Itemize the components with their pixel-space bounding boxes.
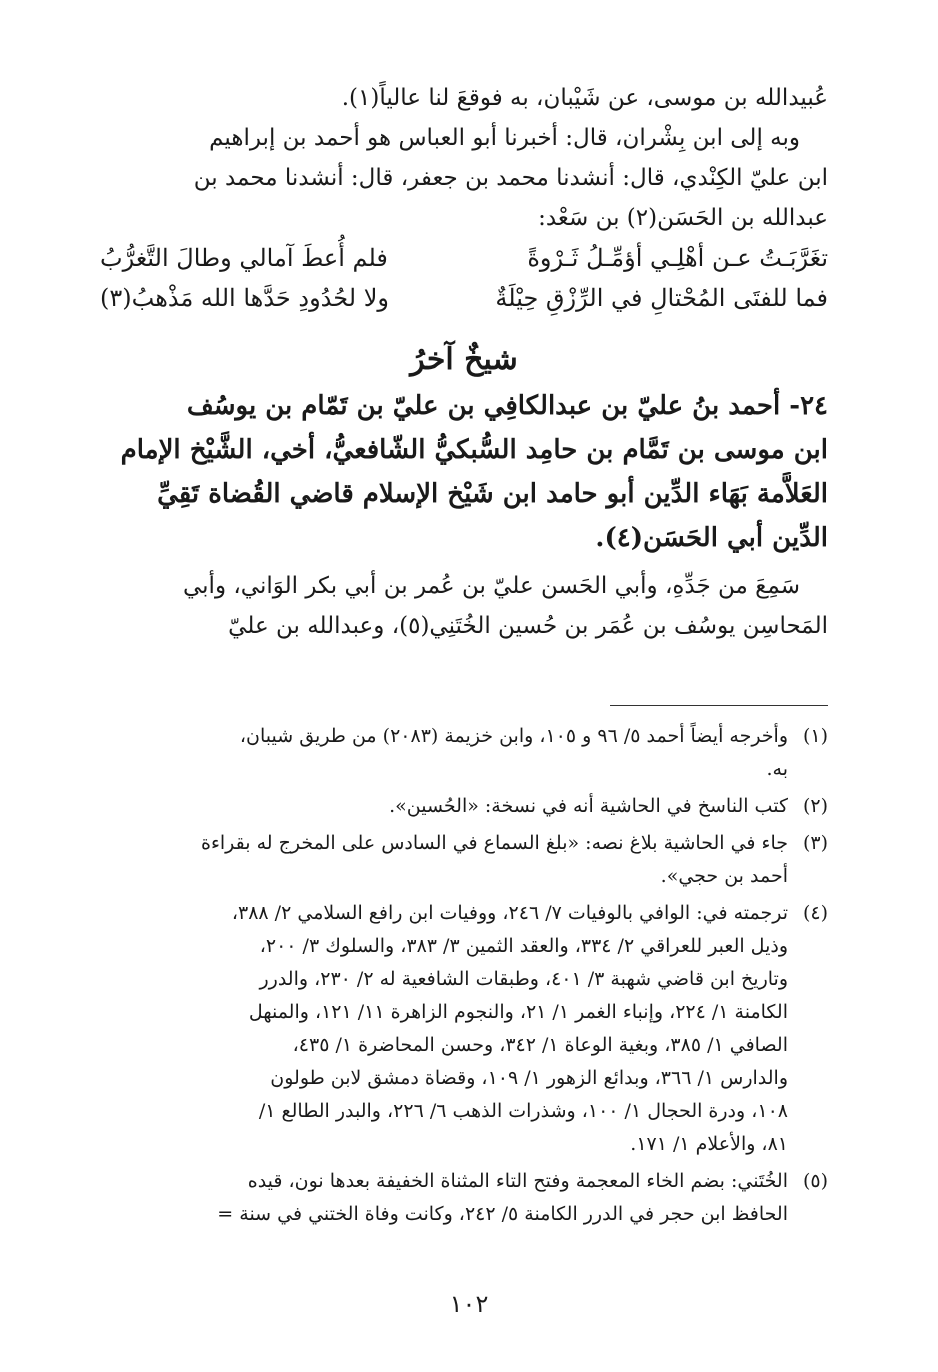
footnote [100,790,828,823]
footnote-line: جاء في الحاشية بلاغ نصه: «بلغ السماع في السادس على المخرج له بقراءة [200,832,788,854]
biography-entry [100,384,828,560]
footnote-line: الكامنة ١/ ٢٢٤، وإنباء الغمر ١/ ٢١، والنجوم الزاهرة ١١/ ١٢١، والمنهل [248,1001,788,1023]
section-heading: شيخٌ آخرُ [410,342,518,377]
bio-line: العَلاَّمة بَهَاء الدِّين أبو حامد ابن شَيْخ الإسلام قاضي القُضاة تَقِيِّ [157,479,828,509]
footnote-line: ترجمته في: الوافي بالوفيات ٧/ ٢٤٦، ووفيات ابن رافع السلامي ٢/ ٣٨٨، [231,902,788,924]
footnote-line: وأخرجه أيضاً أحمد ٥/ ٩٦ و ١٠٥، وابن خزيمة (٢٠٨٣) من طريق شيبان، [239,725,788,747]
footnote-body [100,790,788,823]
bio-line: ابن موسى بن تَمَّام بن حامِد السُّبكيُّ الشّافعيُّ، أخي، الشَّيْخ الإمام [120,435,828,465]
paragraph-3 [100,566,828,646]
main-text [100,78,828,646]
footnote-line: وتاريخ ابن قاضي شهبة ٣/ ٤٠١، وطبقات الشافعية له ٢/ ٢٣٠، والدرر [259,968,788,990]
poem [100,238,828,318]
verse-first-hemistich: تغَرَّبَـتُ عـن أهْلِـي أؤمِّـلُ ثَـرْوةً [527,244,828,272]
footnote-body [100,827,788,893]
footnote-body [100,897,788,1161]
text-line: عُبيدالله بن موسى، عن شَيْبان، به فوقعَ لنا عالياً(١). [341,85,828,111]
footnote-number: (١) [802,725,828,747]
footnote [100,897,828,1161]
footnote-line: الصافي ١/ ٣٨٥، وبغية الوعاة ١/ ٣٤٢، وحسن المحاضرة ١/ ٤٣٥، [292,1034,788,1056]
footnote-line: كتب الناسخ في الحاشية أنه في نسخة: «الحُسين». [389,795,788,817]
text-line: سَمِعَ من جَدِّهِ، وأبي الحَسن عليّ بن عُمر بن أبي بكر الوَاني، وأبي [182,573,800,599]
paragraph-1 [100,78,828,118]
verse-line [100,278,828,318]
footnote-line: ١٠٨، ودرة الحجال ١/ ١٠٠، وشذرات الذهب ٦/ ٢٢٦، والبدر الطالع ١/ [258,1100,788,1122]
paragraph-2 [100,118,828,238]
verse-line [100,238,828,278]
footnotes [100,720,828,1235]
text-line: ابن عليّ الكِنْدي، قال: أنشدنا محمد بن جعفر، قال: أنشدنا محمد بن [193,165,828,191]
footnote-body [100,720,788,786]
page-number: ١٠٢ [449,1290,489,1318]
footnote-line: به. [766,758,788,780]
footnote-line: أحمد بن حجي». [660,865,788,887]
footnote-number: (٤) [802,902,828,924]
footnote-line: الحافظ ابن حجر في الدرر الكامنة ٥/ ٢٤٢، وكانت وفاة الختني في سنة = [217,1203,788,1225]
verse-second-hemistich: ولا لحُدُودِ حَدَّها الله مَذْهبُ(٣) [100,284,389,312]
footnote-number: (٥) [802,1170,828,1192]
footnote-line: والدارس ١/ ٣٦٦، وبدائع الزهور ١/ ١٠٩، وقضاة دمشق لابن طولون [270,1067,788,1089]
verse-second-hemistich: فلم أُعطَ آمالي وطالَ التَّغرُّبُ [100,244,388,272]
footnote-line: وذيل العبر للعراقي ٢/ ٣٣٤، والعقد الثمين ٣/ ٣٨٣، والسلوك ٣/ ٢٠٠، [259,935,788,957]
footnote [100,720,828,786]
bio-line: الدِّين أبي الحَسَن(٤). [595,523,828,553]
footnote-number: (٣) [802,832,828,854]
text-line: المَحاسِن يوسُف بن عُمَر بن حُسين الخُتَنِي(٥)، وعبدالله بن عليّ [228,613,828,639]
verse-first-hemistich: فما للفتَى المُحْتالِ في الرِّزْقِ حِيْلَةٌ [495,284,828,312]
footnote-number: (٢) [802,795,828,817]
footnote [100,827,828,893]
text-line: عبدالله بن الحَسَن(٢) بن سَعْد: [538,205,828,231]
footnote-line: ٨١، والأعلام ١/ ١٧١. [630,1133,788,1155]
footnote-body [100,1165,788,1231]
text-line: وبه إلى ابن بِشْران، قال: أخبرنا أبو العباس هو أحمد بن إبراهيم [209,125,800,151]
footnote-separator [610,705,828,706]
footnote [100,1165,828,1231]
footnote-line: الخُتَني: بضم الخاء المعجمة وفتح التاء المثناة الخفيفة بعدها نون، قيده [247,1170,788,1192]
bio-line: ٢٤- أحمد بنُ عليّ بن عبدالكافِي بن عليّ بن تَمّام بن يوسُف [186,391,828,421]
